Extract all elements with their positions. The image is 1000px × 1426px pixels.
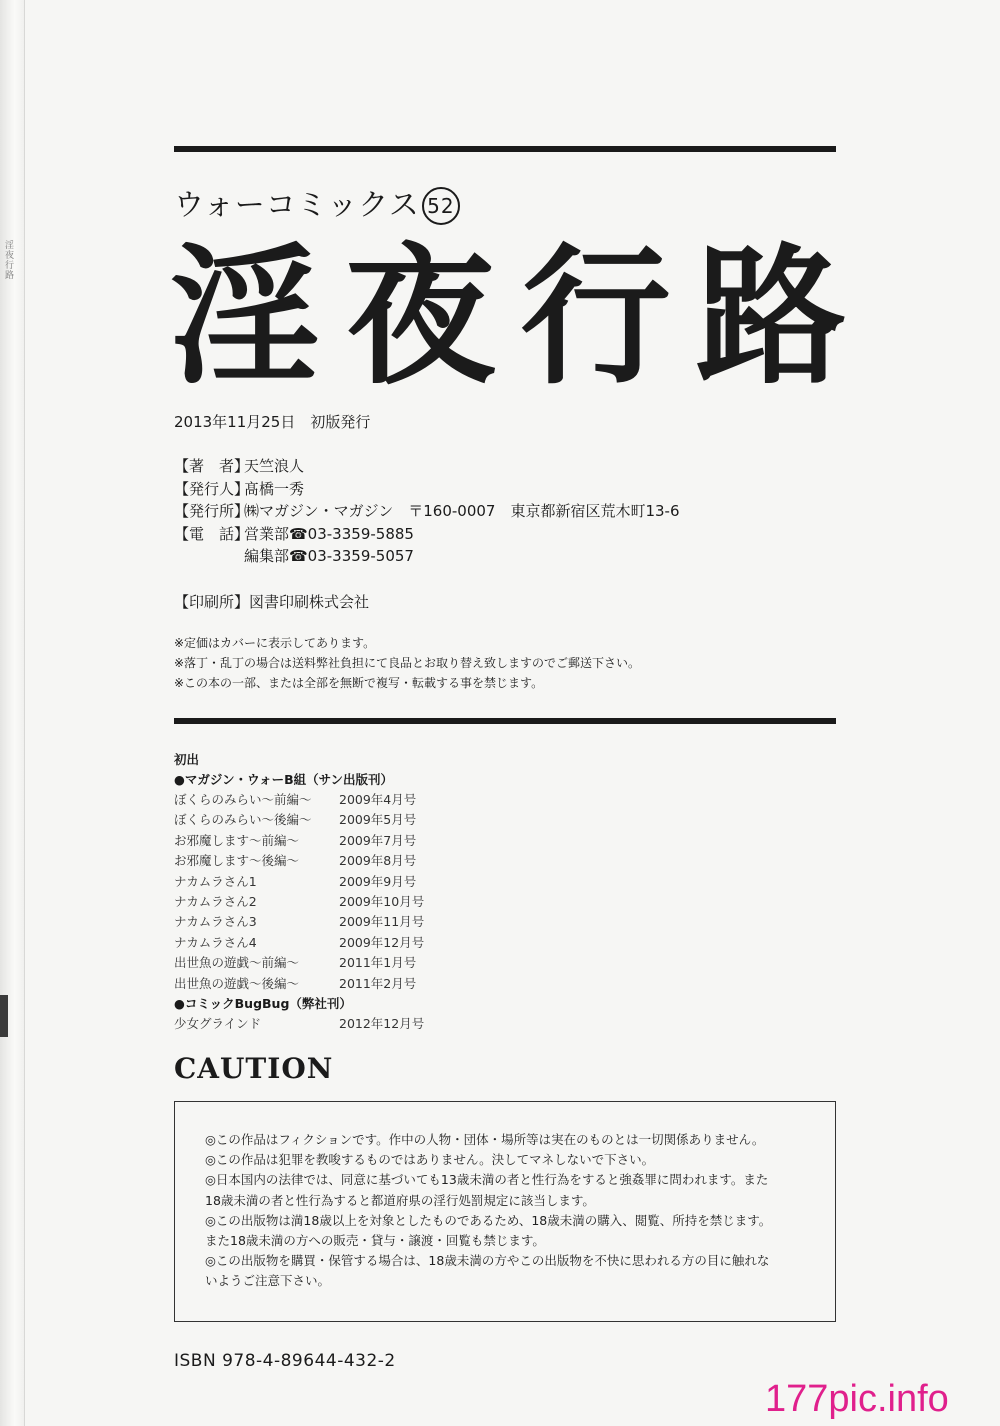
list-item: ナカムラさん3 2009年11月号	[174, 914, 425, 930]
list-item: ぼくらのみらい～後編～ 2009年5月号	[174, 812, 417, 828]
publication-date: 2013年11月25日 初版発行	[174, 413, 371, 431]
list-item: お邪魔します～後編～ 2009年8月号	[174, 853, 417, 869]
credit-phone-sales: 【電 話】 営業部☎03-3359-5885	[174, 524, 414, 543]
caution-line: ◎この作品は犯罪を教唆するものではありません。決してマネしないで下さい。	[205, 1152, 655, 1168]
isbn: ISBN 978-4-89644-432-2	[174, 1351, 396, 1371]
watermark: 177pic.info	[765, 1378, 949, 1420]
caution-line: ◎この出版物は満18歳以上を対象としたものであるため、18歳未満の購入、閲覧、所持を禁じます。	[205, 1212, 772, 1228]
list-item: 少女グラインド 2012年12月号	[174, 1016, 425, 1032]
spine-title: 淫夜行路	[3, 240, 13, 280]
caution-line: 18歳未満の者と性行為すると都道府県の淫行処罰規定に該当します。	[205, 1192, 595, 1208]
title-char: 淫	[170, 229, 321, 405]
list-item: 出世魚の遊戯～前編～ 2011年1月号	[174, 955, 417, 971]
book-title	[170, 229, 846, 405]
credits-block	[174, 455, 680, 568]
caution-line: ◎この作品はフィクションです。作中の人物・団体・場所等は実在のものとは一切関係ありません。	[205, 1132, 765, 1147]
caution-line: いようご注意下さい。	[205, 1273, 331, 1289]
note-line: ※落丁・乱丁の場合は送料弊社負担にて良品とお取り替え致しますのでご郵送下さい。	[174, 656, 641, 670]
list-item: 出世魚の遊戯～後編～ 2011年2月号	[174, 975, 417, 991]
printer-line: 【印刷所】図書印刷株式会社	[174, 593, 370, 611]
magazine-group-name: ●マガジン・ウォーB組（サン出版刊）	[174, 772, 393, 787]
title-char: 夜	[345, 229, 496, 405]
list-item: ナカムラさん2 2009年10月号	[174, 894, 425, 910]
first-published-block	[174, 750, 424, 1034]
magazine-group-name: ●コミックBugBug（弊社刊）	[174, 996, 352, 1012]
spine-mark	[0, 995, 8, 1037]
credit-publisher: 【発行所】 ㈱マガジン・マガジン 〒160-0007 東京都新宿区荒木町13-6	[174, 502, 680, 520]
middle-rule	[174, 718, 836, 724]
top-rule	[174, 146, 836, 152]
caution-line: ◎この出版物を購買・保管する場合は、18歳未満の方やこの出版物を不快に思われる方の目に触れな	[205, 1253, 770, 1269]
title-char: 行	[520, 229, 671, 405]
series-name: ウォーコミックス	[174, 188, 420, 223]
credit-phone-editorial: 編集部☎03-3359-5057	[244, 547, 414, 565]
list-item: ぼくらのみらい～前編～ 2009年4月号	[174, 792, 417, 807]
caution-line: また18歳未満の方への販売・貸与・譲渡・回覧も禁じます。	[205, 1233, 545, 1249]
credit-author: 【著 者】 天竺浪人	[174, 457, 305, 475]
book-spine-edge	[0, 0, 25, 1426]
notes-block	[174, 633, 640, 693]
list-item: ナカムラさん4 2009年12月号	[174, 934, 425, 950]
caution-text	[205, 1130, 771, 1292]
note-line: ※定価はカバーに表示してあります。	[174, 636, 376, 650]
credit-publisher-person: 【発行人】 髙橋一秀	[174, 479, 305, 498]
caution-line: ◎日本国内の法律では、同意に基づいても13歳未満の者と性行為をすると強姦罪に問われます。また	[205, 1172, 769, 1188]
caution-heading: CAUTION	[174, 1052, 334, 1085]
list-item: ナカムラさん1 2009年9月号	[174, 873, 417, 889]
list-item: お邪魔します～前編～ 2009年7月号	[174, 832, 417, 848]
title-char: 路	[695, 229, 846, 405]
note-line: ※この本の一部、または全部を無断で複写・転載する事を禁じます。	[174, 676, 544, 690]
caution-box	[174, 1101, 836, 1322]
series-number-badge: 52	[422, 187, 460, 225]
series-label	[174, 180, 460, 225]
first-published-heading: 初出	[174, 752, 200, 767]
